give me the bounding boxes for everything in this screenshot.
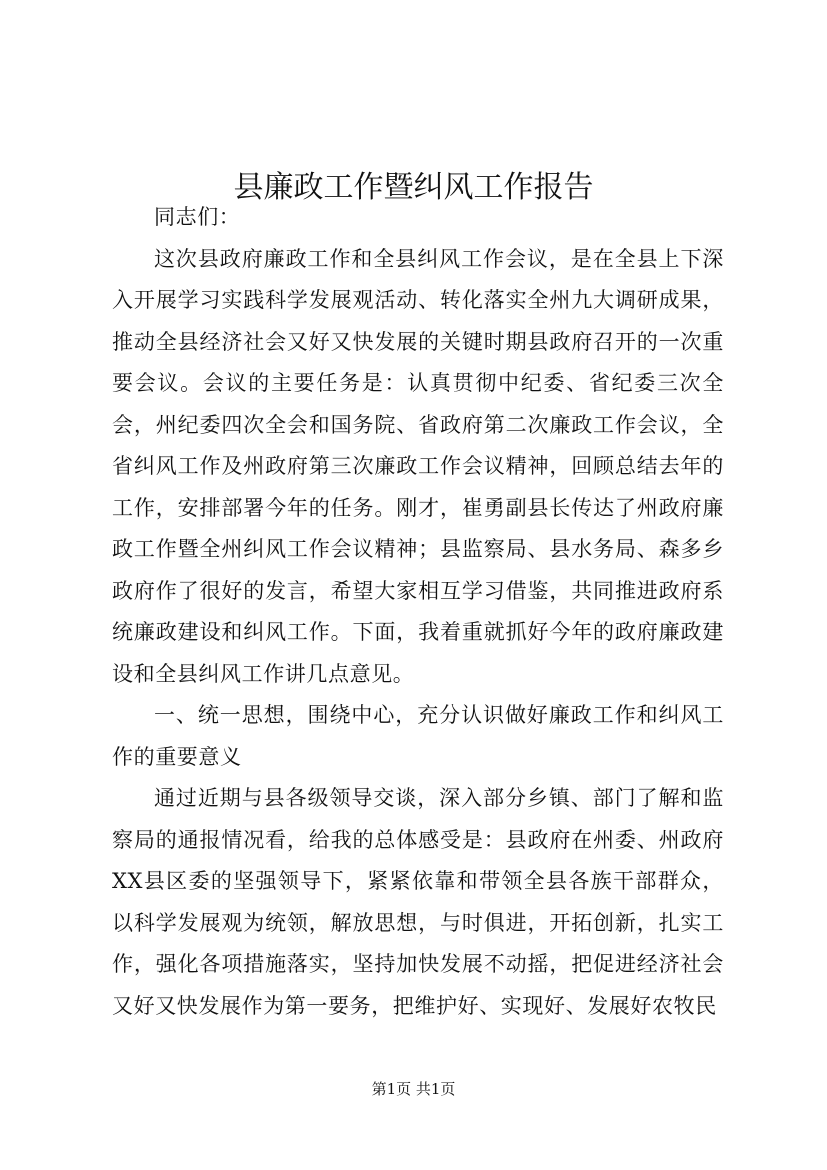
document-title: 县廉政工作暨纠风工作报告 — [233, 170, 594, 206]
intro-paragraph: 这次县政府廉政工作和全县纠风工作会议，是在全县上下深入开展学习实践科学发展观活动、转化落实全州九大调研成果，推动全县经济社会又好又快发展的关键时期县政府召开的一次重要会议。会议的主要任务是：认真贯彻中纪委、省纪委三次全会，州纪委四次全会和国务院、省政府第二次廉政工作会议，全省纠风工作及州政府第三次廉政工作会议精神，回顾总结去年的工作，安排部署今年的任务。刚才，崔勇副县长传达了州政府廉政工作暨全州纠风工作会议精神；县监察局、县水务局、森多乡政府作了很好的发言，希望大家相互学习借鉴，共同推进政府系统廉政建设和纠风工作。下面，我着重就抓好今年的政府廉政建设和全县纠风工作讲几点意见。 — [112, 246, 724, 686]
document-body — [112, 197, 724, 1027]
salutation-paragraph: 同志们： — [154, 205, 241, 229]
page-footer: 第1页 共1页 — [371, 1080, 456, 1098]
section-heading-paragraph: 一、统一思想，围绕中心，充分认识做好廉政工作和纠风工作的重要意义 — [112, 703, 724, 769]
body-paragraph: 通过近期与县各级领导交谈，深入部分乡镇、部门了解和监察局的通报情况看，给我的总体感受是：县政府在州委、州政府XX县区委的坚强领导下，紧紧依靠和带领全县各族干部群众，以科学发展观为统领，解放思想，与时俱进，开拓创新，扎实工作，强化各项措施落实，坚持加快发展不动摇，把促进经济社会又好又快发展作为第一要务，把维护好、实现好、发展好农牧民 — [112, 786, 724, 1018]
